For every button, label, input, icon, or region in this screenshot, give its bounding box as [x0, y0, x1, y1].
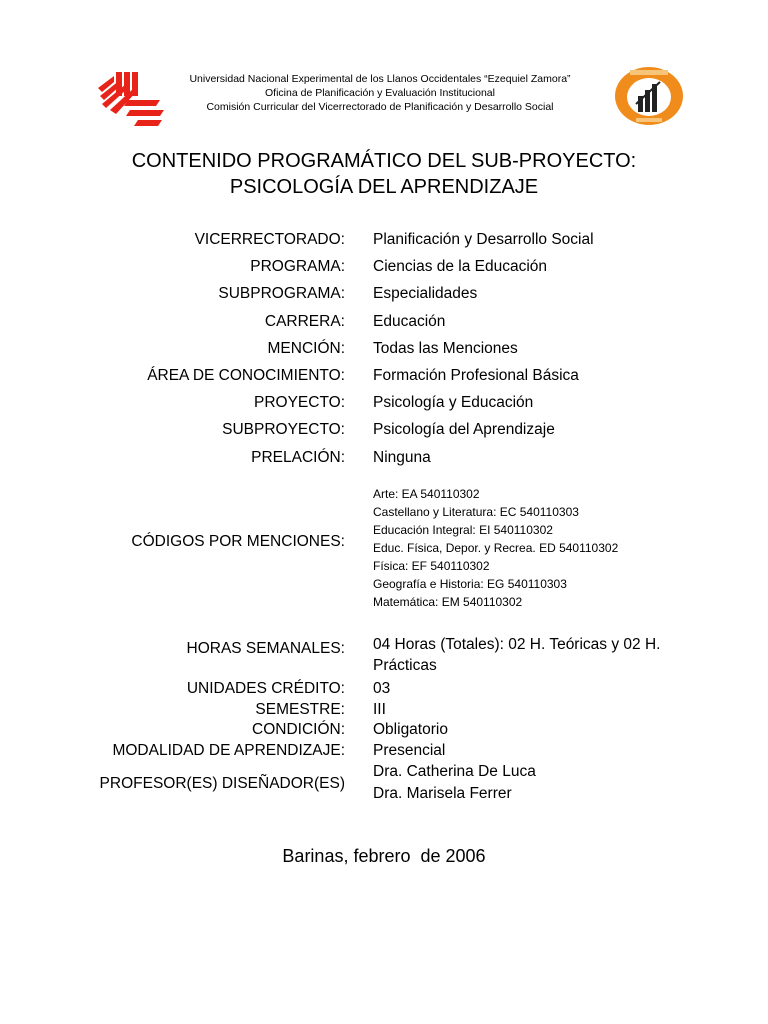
field-row-modalidad [0, 741, 768, 762]
field-value: Presencial [373, 741, 446, 759]
field-value: Psicología del Aprendizaje [373, 421, 555, 439]
field-row-prelacion [0, 444, 768, 471]
field-row-creditos [0, 679, 768, 700]
office-name: Oficina de Planificación y Evaluación Institucional [265, 87, 495, 99]
codes-list [373, 485, 618, 611]
field-label: UNIDADES CRÉDITO: [186, 680, 345, 697]
program-info-table [0, 226, 768, 471]
commission-name: Comisión Curricular del Vicerrectorado de Planificación y Desarrollo Social [206, 101, 554, 113]
code-item: Educ. Física, Depor. y Recrea. ED 540110302 [373, 541, 619, 555]
codes-label: CÓDIGOS POR MENCIONES: [131, 533, 345, 550]
document-title [100, 148, 668, 200]
field-row-subproyecto [0, 416, 768, 443]
field-value: Todas las Menciones [373, 339, 518, 357]
code-item: Geografía e Historia: EG 540110303 [373, 577, 567, 591]
code-item: Matemática: EM 540110302 [373, 595, 523, 609]
field-value: 03 [373, 680, 391, 697]
commission-seal-icon [612, 64, 686, 128]
field-row-area [0, 362, 768, 389]
field-value: III [373, 700, 386, 718]
field-label: CARRERA: [264, 312, 345, 330]
field-label: MENCIÓN: [267, 339, 345, 357]
designer-name: Dra. Catherina De Luca [373, 763, 536, 780]
course-details [0, 679, 768, 761]
field-value: Ninguna [373, 448, 431, 466]
designer-name: Dra. Marisela Ferrer [373, 785, 512, 802]
institution-header [170, 72, 590, 114]
field-label: MODALIDAD DE APRENDIZAJE: [112, 741, 345, 759]
field-row-semestre [0, 700, 768, 721]
field-row-condicion [0, 720, 768, 741]
university-logo-icon [94, 66, 166, 130]
field-value: Ciencias de la Educación [373, 258, 548, 276]
field-row-carrera [0, 308, 768, 335]
code-item: Castellano y Literatura: EC 540110303 [373, 505, 579, 519]
field-label: SUBPROGRAMA: [218, 285, 345, 303]
code-item: Arte: EA 540110302 [373, 487, 480, 501]
field-value: Obligatorio [373, 721, 448, 738]
code-item: Física: EF 540110302 [373, 559, 490, 573]
code-item: Educación Integral: EI 540110302 [373, 523, 553, 537]
field-row-programa [0, 253, 768, 280]
field-value: Formación Profesional Básica [373, 367, 579, 385]
field-row-subprograma [0, 280, 768, 307]
university-name: Universidad Nacional Experimental de los Llanos Occidentales “Ezequiel Zamora” [189, 73, 571, 85]
designers-list [373, 761, 536, 805]
field-label: PROGRAMA: [250, 258, 345, 276]
field-label: CONDICIÓN: [252, 721, 345, 738]
field-row-vicerrectorado [0, 226, 768, 253]
field-label: SEMESTRE: [255, 700, 345, 718]
designers-label: PROFESOR(ES) DISEÑADOR(ES) [99, 775, 345, 792]
field-label: SUBPROYECTO: [222, 421, 345, 439]
field-label: PRELACIÓN: [251, 448, 345, 466]
field-label: VICERRECTORADO: [194, 231, 345, 248]
field-value: Psicología y Educación [373, 394, 534, 412]
field-value: Educación [373, 312, 446, 330]
title-line-2: PSICOLOGÍA DEL APRENDIZAJE [229, 176, 539, 198]
hours-value: 04 Horas (Totales): 02 H. Teóricas y 02 H. Prácticas [373, 636, 661, 674]
hours-label: HORAS SEMANALES: [186, 640, 345, 657]
field-row-proyecto [0, 389, 768, 416]
title-line-1: CONTENIDO PROGRAMÁTICO DEL SUB-PROYECTO: [131, 150, 637, 172]
field-value: Planificación y Desarrollo Social [373, 231, 594, 248]
field-label: ÁREA DE CONOCIMIENTO: [147, 367, 345, 385]
field-label: PROYECTO: [253, 394, 345, 412]
field-value: Especialidades [373, 285, 478, 303]
place-date [0, 846, 768, 867]
place-date-text: Barinas, febrero de 2006 [282, 846, 486, 866]
field-row-mencion [0, 335, 768, 362]
